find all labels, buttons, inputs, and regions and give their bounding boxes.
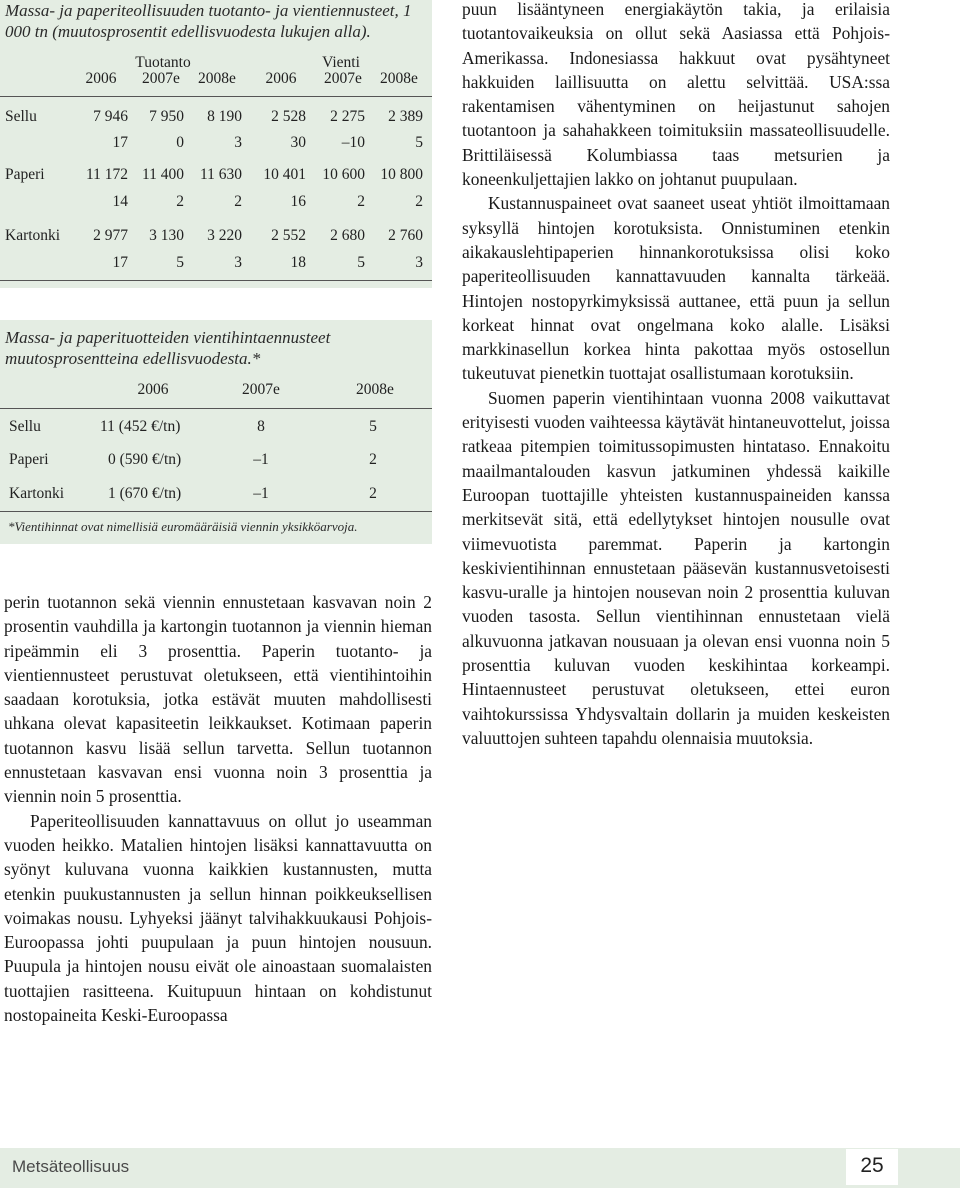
table-cell: 2 528 bbox=[271, 108, 306, 125]
table-cell-change: 5 bbox=[176, 254, 184, 271]
table-cell-change: 2 bbox=[176, 193, 184, 210]
table2-header-rule bbox=[0, 408, 432, 409]
table-cell: 11 630 bbox=[199, 166, 242, 183]
row-label: Kartonki bbox=[5, 227, 61, 244]
table-cell: 10 401 bbox=[263, 166, 306, 183]
table-cell: 10 800 bbox=[380, 166, 423, 183]
table2-caption: Massa- ja paperituotteiden vientihintaennusteet muutosprosentteina edellisvuodesta.* bbox=[5, 328, 331, 368]
table1-group-production: Tuotanto bbox=[135, 54, 191, 71]
table-cell-change: 18 bbox=[290, 254, 306, 271]
table-cell: 7 946 bbox=[93, 108, 128, 125]
right-column-text bbox=[462, 0, 890, 750]
paragraph: puun lisääntyneen energiakäytön takia, ja erilaisia tuotantovaikeuksia on ollut sekä Aasiassa että Pohjois-Amerikassa. Indonesiassa hakkuut ovat pysähtyneet hakkuiden laillisuutta on alettu selvittää. USA:ssa rakentamisen vähentyminen on heijastunut sahojen tuotantoon ja sahahakkeen toimituksiin massateollisuudelle. Brittiläisessä Kolumbiassa taas metsurien ja koneenkuljettajien lakko on johtanut puupulaan. bbox=[462, 0, 890, 190]
table2-year-header: 2006 bbox=[137, 381, 169, 398]
table-cell: 5 bbox=[369, 418, 377, 435]
table-cell-change: 3 bbox=[234, 134, 242, 151]
footer-publication-title: Metsäteollisuus bbox=[12, 1157, 130, 1176]
table-cell: 1 (670 €/tn) bbox=[108, 485, 182, 502]
table-cell: 0 (590 €/tn) bbox=[108, 451, 182, 468]
table-cell-change: 0 bbox=[176, 134, 184, 151]
table-cell-change: 17 bbox=[112, 254, 128, 271]
table-cell: –1 bbox=[253, 485, 269, 502]
table-cell: –1 bbox=[253, 451, 269, 468]
row-label: Paperi bbox=[5, 166, 45, 183]
table-cell-change: 2 bbox=[415, 193, 423, 210]
table-cell: 10 600 bbox=[322, 166, 365, 183]
table1-year-header: 2008e bbox=[198, 70, 236, 87]
table-cell: 3 220 bbox=[207, 227, 242, 244]
table-cell-change: 5 bbox=[357, 254, 365, 271]
table-cell: 2 760 bbox=[388, 227, 423, 244]
table-cell: 8 bbox=[257, 418, 265, 435]
table1-caption: Massa- ja paperiteollisuuden tuotanto- ja vientiennusteet, 1 000 tn (muutosprosentit edellisvuodesta lukujen alla). bbox=[5, 1, 412, 41]
table-cell: 2 552 bbox=[271, 227, 306, 244]
row-label: Kartonki bbox=[9, 485, 65, 502]
table-cell: 3 130 bbox=[149, 227, 184, 244]
table-cell-change: 14 bbox=[112, 193, 128, 210]
footer-band bbox=[0, 1148, 960, 1188]
table-cell: 11 172 bbox=[85, 166, 128, 183]
table-cell-change: 2 bbox=[234, 193, 242, 210]
page-number: 25 bbox=[860, 1154, 884, 1177]
table-cell-change: 5 bbox=[415, 134, 423, 151]
table2-year-header: 2008e bbox=[356, 381, 394, 398]
row-label: Paperi bbox=[9, 451, 49, 468]
table1-year-header: 2006 bbox=[265, 70, 297, 87]
table-cell: 8 190 bbox=[207, 108, 242, 125]
table-cell: 2 977 bbox=[93, 227, 128, 244]
table-cell-change: 2 bbox=[357, 193, 365, 210]
table-cell-change: 16 bbox=[290, 193, 306, 210]
table-cell-change: 3 bbox=[234, 254, 242, 271]
table1-year-header: 2007e bbox=[142, 70, 180, 87]
table-cell: 11 (452 €/tn) bbox=[100, 418, 181, 435]
table-cell: 7 950 bbox=[149, 108, 184, 125]
table-cell-change: 3 bbox=[415, 254, 423, 271]
table-cell: 2 389 bbox=[388, 108, 423, 125]
table-cell: 2 bbox=[369, 451, 377, 468]
paragraph: Paperiteollisuuden kannattavuus on ollut jo useamman vuoden heikko. Matalien hintojen lisäksi kannattavuutta on syönyt kuluvana vuonna kaikkien kustannusten, mutta etenkin puukustannusten ja sellun hinnan poikkeuksellisen voimakas nousu. Lyhyeksi jäänyt talvihakkuukausi Pohjois-Euroopassa johti puupulaan ja puun hintojen nousuun. Puupula ja hintojen nousu eivät ole ainoastaan suomalaisten tuottajien rasitteena. Kuitupuun hintaan on kohdistunut nostopaineita Keski-Euroopassa bbox=[4, 810, 432, 1026]
table-cell-change: 17 bbox=[112, 134, 128, 151]
table-cell: 11 400 bbox=[141, 166, 184, 183]
table1-year-header: 2007e bbox=[324, 70, 362, 87]
table-cell-change: 30 bbox=[290, 134, 306, 151]
paragraph: Kustannuspaineet ovat saaneet useat yhtiöt ilmoittamaan syksyllä hintojen korotuksista. Onnistuminen etenkin aikakauslehtipaperien hinnankorotuksissa olisi koko paperiteollisuuden kannattavuuden kannalta tärkeää. Hintojen nostopyrkimyksissä auttanee, että puun ja sellun korkeat hinnat ovat ongelmana koko alalle. Lisäksi markkinasellun korkea hinta pakottaa myös ostosellun tukeutuvat pienetkin tuottajat osallistumaan korotuksiin. bbox=[462, 193, 890, 384]
table-cell-change: –10 bbox=[341, 134, 365, 151]
table2-bottom-rule bbox=[0, 511, 432, 512]
table1-group-export: Vienti bbox=[322, 54, 360, 71]
row-label: Sellu bbox=[9, 418, 41, 435]
table2-year-header: 2007e bbox=[242, 381, 280, 398]
table-cell: 2 275 bbox=[330, 108, 365, 125]
paragraph: Suomen paperin vientihintaan vuonna 2008 vaikuttavat erityisesti vuoden vaihteessa käytävät hintaneuvottelut, joissa ratkeaa pitempien toimitussopimusten hintataso. Ennakoitu maailmantalouden kasvun jatkuminen yhdessä kaikille Euroopan tuottajille yhteisten kustannuspaineiden kanssa merkitsevät sitä, että edellytykset hintojen nousulle ovat viimevuotista paremmat. Paperin ja kartongin keskivientihinnan ennustetaan pääsevän kustannusvetoisesti kasvu-uralle ja hintojen nousevan noin 2 prosenttia kuluvan vuoden tasosta. Sellun vientihinnan ennustetaan vielä alkuvuonna jatkavan nousuaan ja olevan ensi vuonna noin 5 prosenttia kuluvan vuoden keskihintaa korkeampi. Hintaennusteet perustuvat oletukseen, ettei euron vaihtokurssissa Yhdysvaltain dollarin ja muiden keskeisten valuuttojen suhteen tapahdu olennaisia muutoksia. bbox=[462, 387, 890, 748]
paragraph: perin tuotannon sekä viennin ennustetaan kasvavan noin 2 prosentin vauhdilla ja kartongin tuotannon ja viennin hieman ripeämmin eli 3 prosenttia. Paperin tuotanto- ja vientiennusteet perustuvat oletukseen, että vientihintoihin saadaan korotuksia, jotka estävät muuten mahdollisesti uhkana olevat kapasiteetin leikkaukset. Kotimaan paperin tuotannon kasvu lisää sellun tarvetta. Sellun tuotannon ennustetaan kasvavan ensi vuonna noin 3 prosenttia ja viennin noin 5 prosenttia. bbox=[4, 592, 432, 807]
table-cell: 2 bbox=[369, 485, 377, 502]
table1-year-header: 2006 bbox=[85, 70, 117, 87]
table1-header-rule bbox=[0, 96, 432, 97]
table1-year-header: 2008e bbox=[380, 70, 418, 87]
table2-footnote: *Vientihinnat ovat nimellisiä euromääräisiä viennin yksikköarvoja. bbox=[8, 519, 358, 534]
table-cell: 2 680 bbox=[330, 227, 365, 244]
table1-bottom-rule bbox=[0, 280, 432, 281]
left-column-text bbox=[4, 590, 432, 1027]
row-label: Sellu bbox=[5, 108, 37, 125]
